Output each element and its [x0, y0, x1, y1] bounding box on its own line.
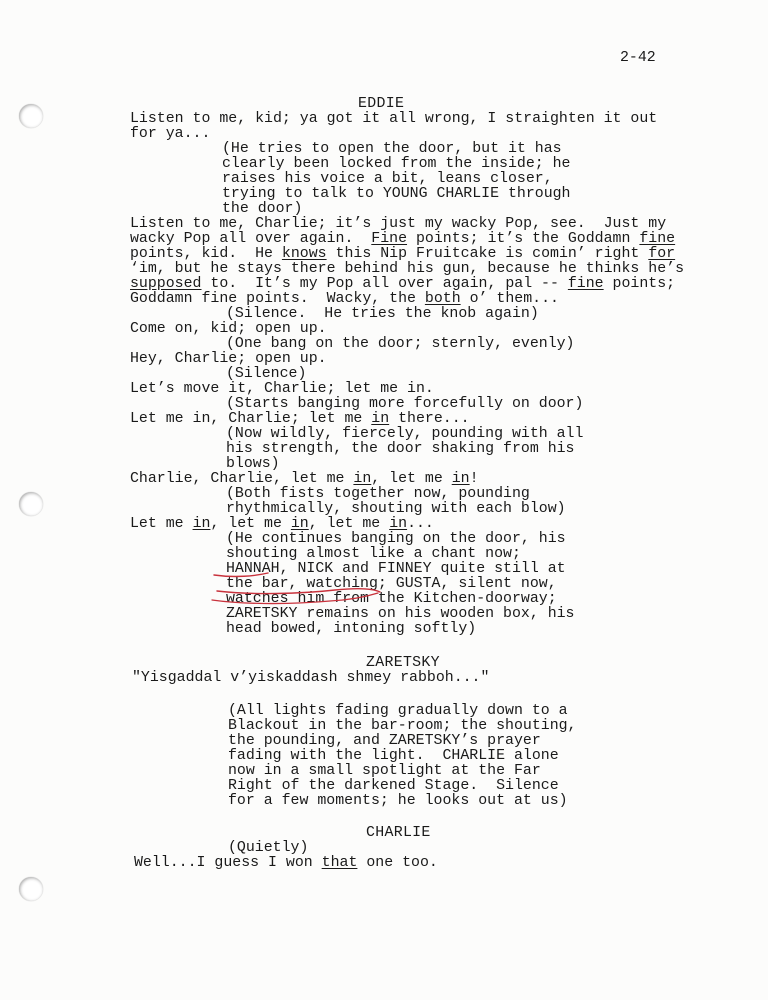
stage-direction-line: now in a small spotlight at the Far	[228, 763, 541, 779]
stage-direction-line: (Starts banging more forcefully on door)	[226, 396, 584, 412]
dialogue-line: Hey, Charlie; open up.	[130, 351, 327, 367]
dialogue-line: Well...I guess I won that one too.	[134, 855, 438, 871]
stage-direction-line: Right of the darkened Stage. Silence	[228, 778, 559, 794]
dialogue-line: Let’s move it, Charlie; let me in.	[130, 381, 434, 397]
stage-direction-line: head bowed, intoning softly)	[226, 621, 477, 637]
dialogue-line: Charlie, Charlie, let me in, let me in!	[130, 471, 479, 487]
stage-direction-line: (Silence. He tries the knob again)	[226, 306, 539, 322]
underlined-word: in	[451, 471, 470, 487]
stage-direction-line: (Quietly)	[228, 840, 309, 856]
speaker-eddie: EDDIE	[358, 96, 405, 112]
underlined-word: in	[389, 516, 408, 532]
dialogue-line: supposed to. It’s my Pop all over again, pal -- fine points;	[130, 276, 676, 292]
binder-hole-bottom	[19, 877, 43, 901]
stage-direction-line: watches him from the Kitchen-doorway;	[226, 591, 557, 607]
dialogue-line: Listen to me, kid; ya got it all wrong, I straighten it out	[130, 111, 658, 127]
stage-direction-line: fading with the light. CHARLIE alone	[228, 748, 559, 764]
underlined-word: in	[353, 471, 372, 487]
stage-direction-line: (He tries to open the door, but it has	[222, 141, 562, 157]
stage-direction-line: (All lights fading gradually down to a	[228, 703, 568, 719]
stage-direction-line: (Now wildly, fiercely, pounding with all	[226, 426, 584, 442]
dialogue-line: points, kid. He knows this Nip Fruitcake is comin’ right for	[130, 246, 676, 262]
stage-direction-line: raises his voice a bit, leans closer,	[222, 171, 553, 187]
stage-direction-line: (Both fists together now, pounding	[226, 486, 530, 502]
stage-direction-line: the pounding, and ZARETSKY’s prayer	[228, 733, 541, 749]
dialogue-line: Listen to me, Charlie; it’s just my wacky Pop, see. Just my	[130, 216, 667, 232]
underlined-word: fine	[639, 231, 676, 247]
dialogue-line: "Yisgaddal v’yiskaddash shmey rabboh..."	[132, 670, 490, 686]
stage-direction-line: the door)	[222, 201, 303, 217]
underlined-word: Fine	[371, 231, 408, 247]
dialogue-line: ‘im, but he stays there behind his gun, because he thinks he’s	[130, 261, 685, 277]
page-number: 2-42	[620, 50, 656, 66]
underlined-word: that	[321, 855, 358, 871]
stage-direction-line: ZARETSKY remains on his wooden box, his	[226, 606, 575, 622]
stage-direction-line: clearly been locked from the inside; he	[222, 156, 571, 172]
dialogue-line: Come on, kid; open up.	[130, 321, 327, 337]
binder-hole-top	[19, 104, 43, 128]
stage-direction-line: his strength, the door shaking from his	[226, 441, 575, 457]
stage-direction-line: (One bang on the door; sternly, evenly)	[226, 336, 575, 352]
speaker-zaretsky: ZARETSKY	[366, 655, 440, 671]
dialogue-line: for ya...	[130, 126, 211, 142]
stage-direction-line: trying to talk to YOUNG CHARLIE through	[222, 186, 571, 202]
dialogue-line: Let me in, Charlie; let me in there...	[130, 411, 470, 427]
underlined-word: fine	[567, 276, 604, 292]
underlined-word: both	[424, 291, 461, 307]
speaker-charlie: CHARLIE	[366, 825, 431, 841]
dialogue-line: wacky Pop all over again. Fine points; it’s the Goddamn fine	[130, 231, 676, 247]
stage-direction-line: rhythmically, shouting with each blow)	[226, 501, 566, 517]
stage-direction-line: HANNAH, NICK and FINNEY quite still at	[226, 561, 566, 577]
dialogue-line: Let me in, let me in, let me in...	[130, 516, 434, 532]
binder-hole-middle	[19, 492, 43, 516]
underlined-word: supposed	[130, 276, 202, 292]
underlined-word: in	[192, 516, 211, 532]
stage-direction-line: for a few moments; he looks out at us)	[228, 793, 568, 809]
stage-direction-line: (He continues banging on the door, his	[226, 531, 566, 547]
stage-direction-line: Blackout in the bar-room; the shouting,	[228, 718, 577, 734]
underlined-word: knows	[281, 246, 327, 262]
underlined-word: for	[648, 246, 676, 262]
dialogue-line: Goddamn fine points. Wacky, the both o’ them...	[130, 291, 559, 307]
stage-direction-line: blows)	[226, 456, 280, 472]
stage-direction-line: shouting almost like a chant now;	[226, 546, 521, 562]
stage-direction-line: (Silence)	[226, 366, 307, 382]
stage-direction-line: the bar, watching; GUSTA, silent now,	[226, 576, 557, 592]
underlined-word: in	[371, 411, 390, 427]
underlined-word: in	[290, 516, 309, 532]
